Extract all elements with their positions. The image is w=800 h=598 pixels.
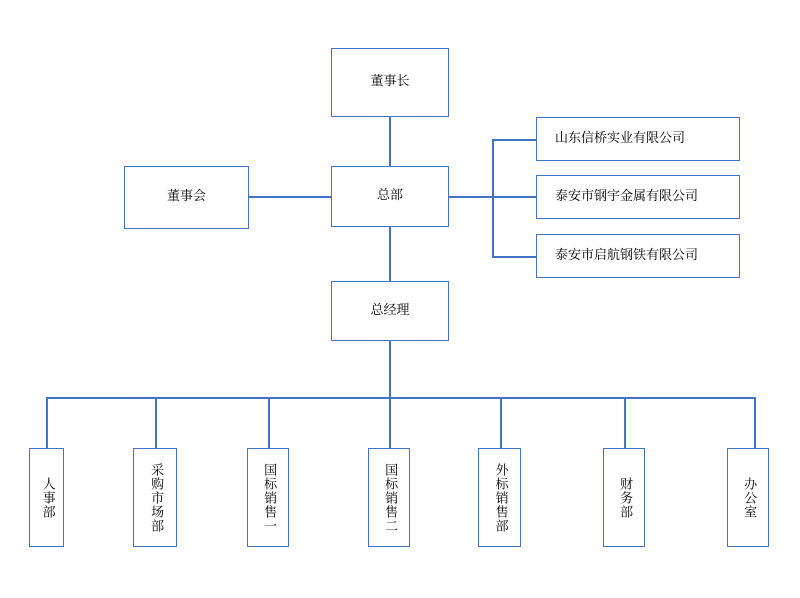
node-subsidiary-1[interactable]: 山东信桥实业有限公司 (536, 117, 740, 161)
connector-department-5 (500, 397, 502, 448)
connector-department-1 (46, 397, 48, 448)
connector-chairman-headquarters (389, 117, 391, 167)
node-department-4[interactable]: 国标销售二 (368, 448, 410, 547)
connector-subsidiary-2 (492, 196, 536, 198)
node-department-5[interactable]: 外标销售部 (478, 448, 521, 547)
connector-board-headquarters (249, 196, 332, 198)
connector-headquarters-generalmanager (389, 227, 391, 281)
connector-generalmanager-departments-stem (389, 341, 391, 398)
connector-department-4 (389, 397, 391, 448)
node-department-6[interactable]: 财务部 (603, 448, 645, 547)
connector-department-3 (268, 397, 270, 448)
connector-department-2 (155, 397, 157, 448)
connector-department-7 (754, 397, 756, 448)
connector-subsidiaries-bus (492, 139, 494, 257)
node-subsidiary-3[interactable]: 泰安市启航钢铁有限公司 (536, 234, 740, 278)
connector-subsidiary-3 (492, 256, 536, 258)
node-subsidiary-2[interactable]: 泰安市钢宇金属有限公司 (536, 175, 740, 219)
connector-headquarters-subsidiaries-stem (448, 196, 493, 198)
connector-department-6 (624, 397, 626, 448)
connector-subsidiary-1 (492, 139, 536, 141)
node-chairman[interactable]: 董事长 (331, 48, 449, 117)
node-headquarters[interactable]: 总部 (331, 166, 449, 227)
node-board[interactable]: 董事会 (124, 166, 249, 229)
node-department-3[interactable]: 国标销售一 (247, 448, 289, 547)
node-general-manager[interactable]: 总经理 (331, 281, 449, 341)
node-department-7[interactable]: 办公室 (727, 448, 769, 547)
connector-departments-bus (46, 397, 755, 399)
node-department-1[interactable]: 人事部 (29, 448, 64, 547)
node-department-2[interactable]: 采购市场部 (133, 448, 177, 547)
